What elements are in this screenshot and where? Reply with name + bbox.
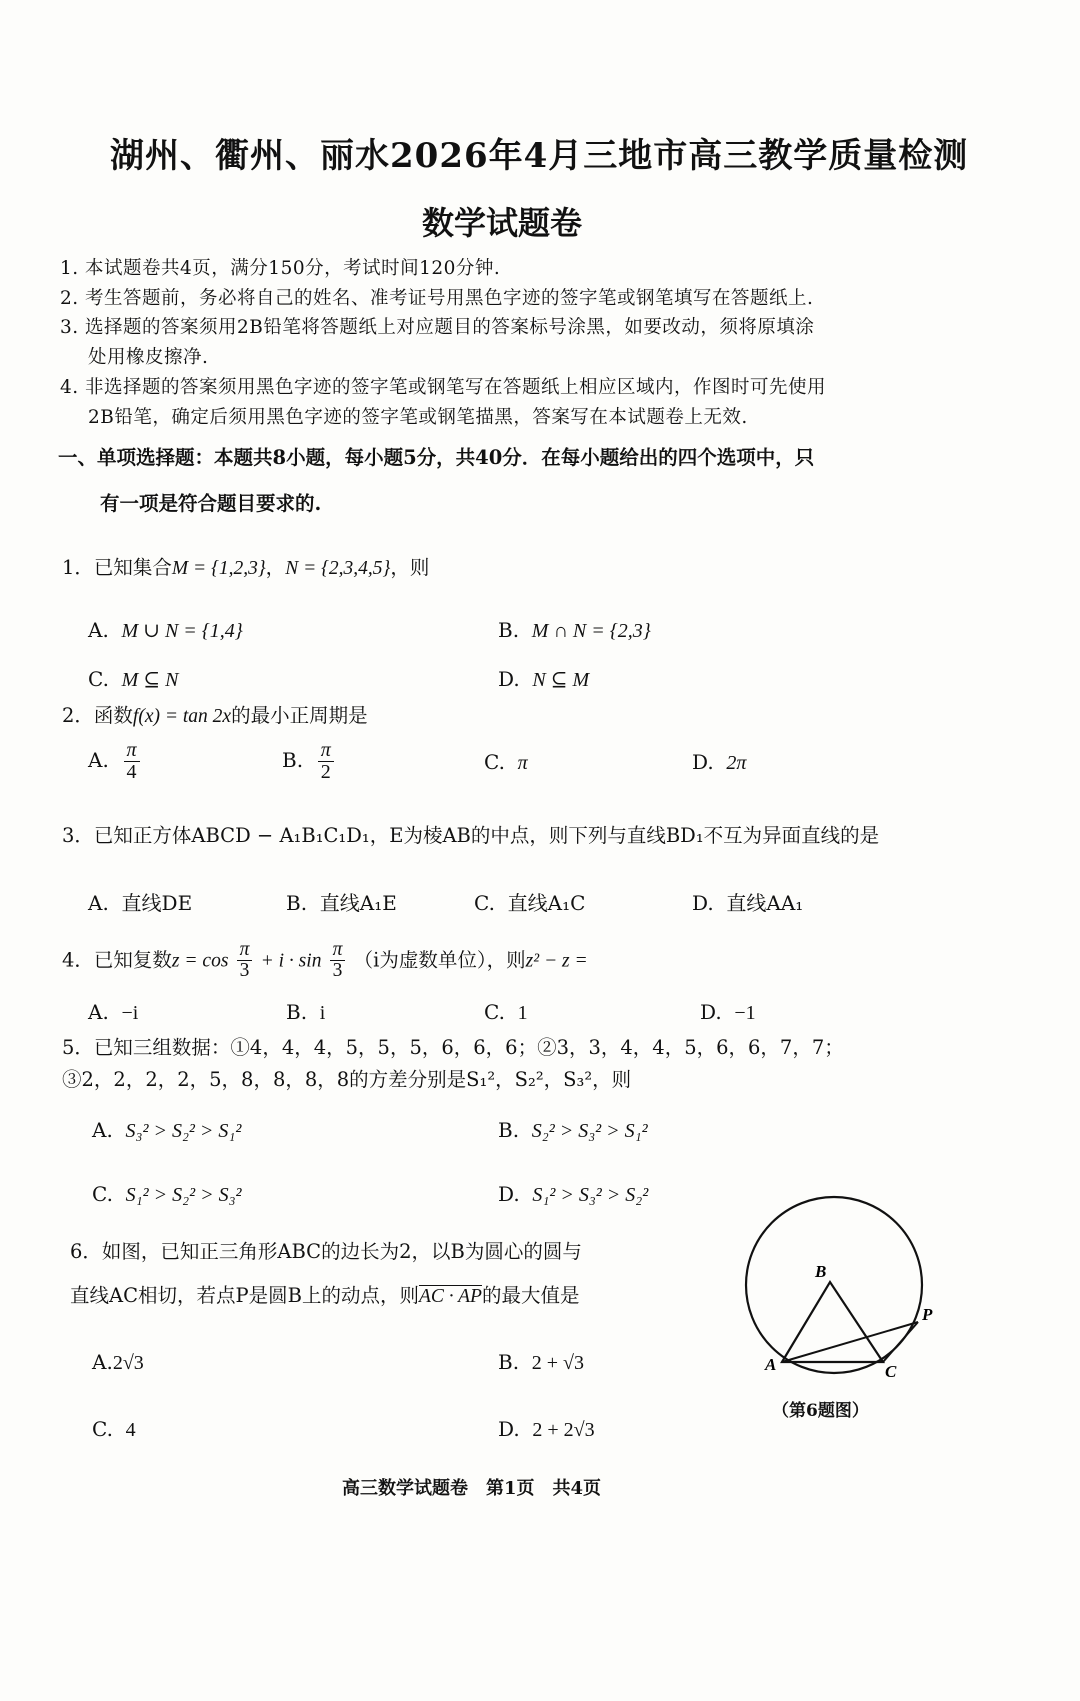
q6-figure (735, 1195, 935, 1400)
option-text: S₁² > S₂² > S₃² (125, 1184, 242, 1206)
q4-mid: + i · sin (260, 950, 322, 972)
option-label: C. (484, 750, 505, 774)
option-fraction: $\frac{\pi}{4}$ (124, 740, 140, 783)
option-label: D. (700, 1000, 722, 1024)
q6-option-a[interactable] (92, 1350, 144, 1375)
option-text: 直线AA₁ (726, 891, 804, 915)
note-4: 4. 非选择题的答案须用黑色字迹的签字笔或钢笔写在答题纸上相应区域内，作图时可先使用 (60, 377, 827, 398)
option-label: B. (498, 1350, 520, 1374)
option-text: M ∩ N = {2,3} (531, 620, 651, 642)
option-label: B. (282, 748, 304, 772)
option-text: M ∪ N = {1,4} (121, 620, 243, 642)
q5-option-d[interactable] (498, 1182, 648, 1207)
question-6-line-2 (70, 1280, 579, 1308)
option-text: 2 + 2√3 (532, 1419, 595, 1441)
q1-set-n: N = {2,3,4,5} (285, 558, 391, 579)
option-label: A. (88, 891, 109, 915)
q2-option-c[interactable] (484, 750, 528, 775)
option-label: A. (92, 1350, 113, 1374)
q4-option-c[interactable] (484, 1000, 528, 1025)
option-label: B. (498, 618, 520, 642)
option-label: D. (498, 1417, 520, 1441)
q1-option-c[interactable] (88, 667, 178, 692)
option-label: C. (92, 1417, 113, 1441)
option-text: M ⊆ N (121, 669, 179, 691)
triangle-abc (782, 1282, 883, 1362)
option-label: C. (92, 1182, 113, 1206)
option-label: D. (498, 1182, 520, 1206)
q3-option-d[interactable] (692, 887, 803, 916)
q4-prefix: 4．已知复数 (62, 948, 172, 972)
q4-z-eq: z = cos (171, 950, 229, 972)
q4-fraction-2: $\frac{\pi}{3}$ (330, 940, 346, 982)
note-1: 1. 本试题卷共4页，满分150分，考试时间120分钟. (60, 258, 501, 279)
q2-option-a[interactable] (88, 740, 142, 783)
option-text: i (319, 1002, 326, 1024)
option-label: D. (692, 891, 714, 915)
page-footer: 高三数学试题卷 第1页 共4页 (342, 1478, 602, 1499)
q5-option-a[interactable] (92, 1118, 241, 1143)
question-3: 3．已知正方体ABCD − A₁B₁C₁D₁，E为棱AB的中点，则下列与直线BD₁不互为异面直线的是 (62, 824, 880, 847)
q4-note: （i为虚数单位），则 (353, 948, 526, 972)
question-5-line-1: 5．已知三组数据：①4，4，4，5，5，5，6，6，6；②3，3，4，4，5，6，6，7，7； (62, 1036, 844, 1059)
option-label: C. (88, 667, 109, 691)
option-text: 直线A₁E (319, 891, 397, 915)
q6-option-d[interactable] (498, 1417, 595, 1442)
option-label: B. (498, 1118, 520, 1142)
option-text: 直线A₁C (507, 891, 586, 915)
q2-option-d[interactable] (692, 750, 746, 775)
note-2: 2. 考生答题前，务必将自己的姓名、准考证号用黑色字迹的签字笔或钢笔填写在答题纸上. (60, 288, 814, 309)
q4-option-d[interactable] (700, 1000, 756, 1025)
option-label: D. (498, 667, 520, 691)
q4-option-b[interactable] (286, 1000, 325, 1025)
q2-suffix: 的最小正周期是 (231, 704, 368, 727)
q1-suffix: ，则 (390, 556, 430, 579)
note-4-cont: 2B铅笔，确定后须用黑色字迹的签字笔或钢笔描黑，答案写在本试题卷上无效. (88, 407, 748, 428)
option-label: A. (88, 1000, 109, 1024)
option-label: C. (484, 1000, 505, 1024)
paper-subtitle: 数学试题卷 (422, 204, 583, 242)
option-text: 2√3 (112, 1352, 144, 1374)
q2-function: f(x) = tan 2x (132, 706, 232, 727)
option-label: A. (88, 748, 109, 772)
question-5-line-2: ③2，2，2，2，5，8，8，8，8的方差分别是S₁²，S₂²，S₃²，则 (62, 1068, 632, 1091)
option-text: S₂² > S₃² > S₁² (531, 1120, 648, 1142)
q4-fraction-1: $\frac{\pi}{3}$ (237, 940, 253, 982)
option-text: −i (121, 1002, 139, 1024)
option-text: 2 + √3 (531, 1352, 585, 1374)
q5-option-b[interactable] (498, 1118, 648, 1143)
option-text: 1 (517, 1002, 528, 1024)
option-text: 4 (125, 1419, 136, 1441)
question-1 (62, 552, 429, 580)
label-p: P (922, 1305, 933, 1324)
q3-option-c[interactable] (474, 887, 585, 916)
note-3-cont: 处用橡皮擦净. (88, 347, 209, 368)
question-2 (62, 700, 368, 728)
q6-vector-expression: AC · AP (418, 1286, 482, 1307)
q1-set-m: M = {1,2,3} (171, 558, 266, 579)
option-text: π (517, 752, 528, 774)
option-label: A. (92, 1118, 113, 1142)
question-4 (62, 940, 588, 982)
q1-option-d[interactable] (498, 667, 589, 692)
q1-option-a[interactable] (88, 618, 243, 643)
note-3: 3. 选择题的答案须用2B铅笔将答题纸上对应题目的答案标号涂黑，如要改动，须将原填涂 (60, 317, 815, 338)
q4-option-a[interactable] (88, 1000, 138, 1025)
option-text: S₃² > S₂² > S₁² (125, 1120, 242, 1142)
option-label: D. (692, 750, 714, 774)
exam-title: 湖州、衢州、丽水2026年4月三地市高三教学质量检测 (110, 136, 969, 176)
q1-separator: ， (265, 556, 286, 579)
q1-option-b[interactable] (498, 618, 651, 643)
q3-option-a[interactable] (88, 887, 192, 916)
option-label: B. (286, 1000, 308, 1024)
section-heading: 一、单项选择题：本题共8小题，每小题5分，共40分．在每小题给出的四个选项中，只 (58, 446, 815, 469)
option-label: B. (286, 891, 308, 915)
option-text: 2π (726, 752, 747, 774)
q1-prefix: 1．已知集合 (62, 556, 172, 579)
option-fraction: $\frac{\pi}{2}$ (318, 740, 334, 783)
option-text: S₁² > S₃² > S₂² (532, 1184, 649, 1206)
question-6-line-1: 6．如图，已知正三角形ABC的边长为2，以B为圆心的圆与 (70, 1240, 582, 1263)
q2-option-b[interactable] (282, 740, 336, 783)
q6-suffix: 的最大值是 (481, 1284, 580, 1307)
label-c: C (885, 1362, 897, 1381)
option-label: A. (88, 618, 109, 642)
label-b: B (815, 1262, 827, 1281)
option-text: −1 (734, 1002, 756, 1024)
q4-expression: z² − z = (525, 950, 588, 972)
q3-option-b[interactable] (286, 887, 397, 916)
q2-prefix: 2．函数 (62, 704, 133, 727)
option-text: N ⊆ M (532, 669, 590, 691)
figure-caption: （第6题图） (772, 1401, 869, 1421)
q6-prefix: 直线AC相切，若点P是圆B上的动点，则 (70, 1284, 419, 1307)
q6-option-b[interactable] (498, 1350, 584, 1375)
q5-option-c[interactable] (92, 1182, 242, 1207)
section-heading-cont: 有一项是符合题目要求的. (100, 492, 322, 515)
q6-option-c[interactable] (92, 1417, 136, 1442)
label-a: A (765, 1355, 777, 1374)
option-label: C. (474, 891, 495, 915)
option-text: 直线DE (121, 891, 193, 915)
